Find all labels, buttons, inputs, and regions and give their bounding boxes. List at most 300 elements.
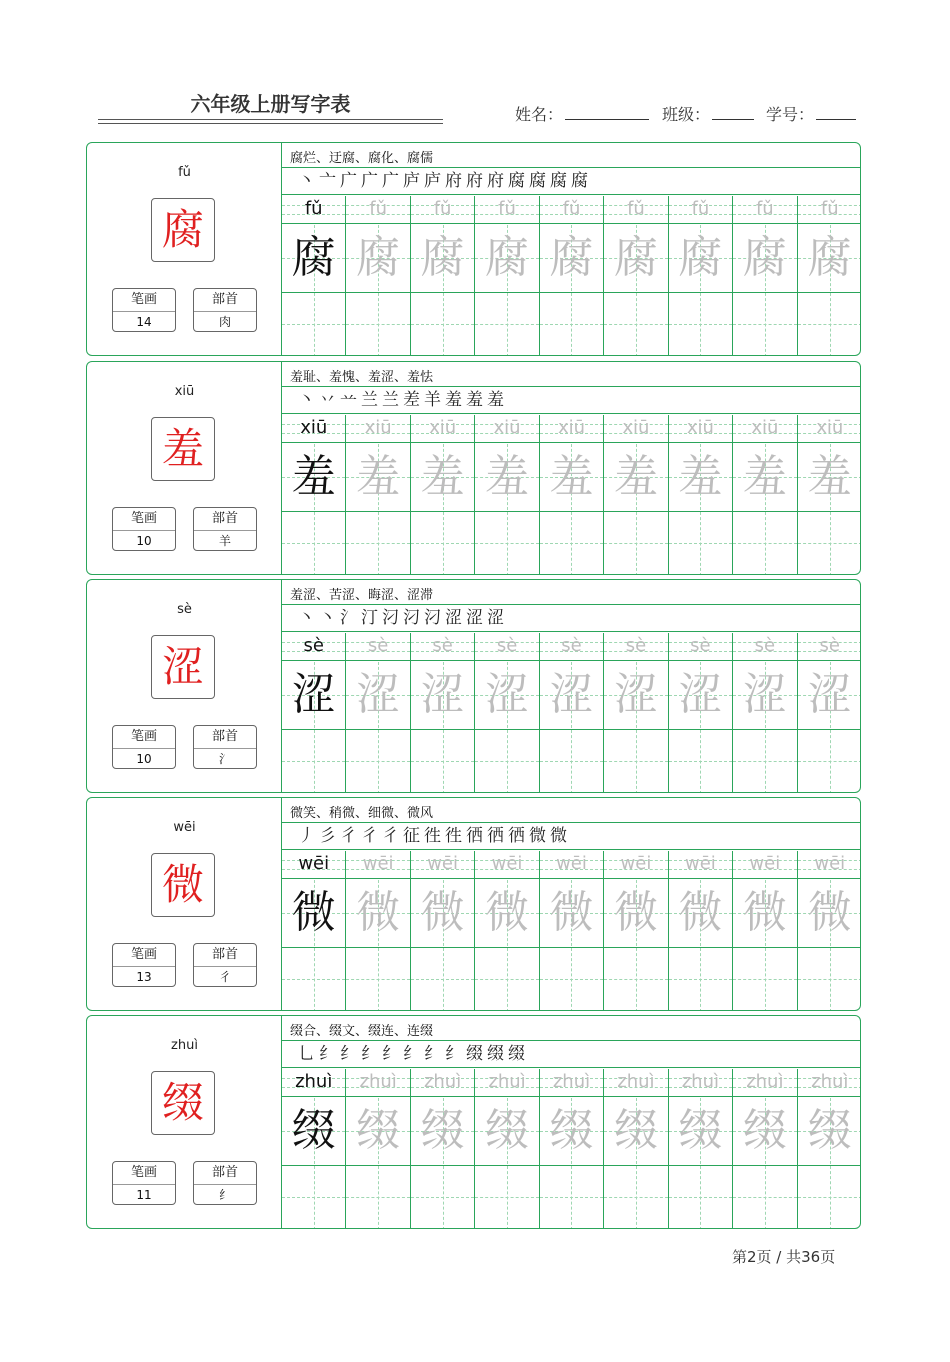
- cell-guide-h: [411, 543, 474, 544]
- stroke-step: 徆: [466, 826, 483, 846]
- row-line: [733, 660, 796, 661]
- stroke-step: 彳: [361, 826, 378, 846]
- card-info-panel: [87, 143, 282, 355]
- stroke-step: 腐: [508, 171, 525, 191]
- pinyin-trace: wēi: [814, 853, 846, 874]
- stroke-count-label: 笔画: [113, 508, 175, 531]
- student-id-blank[interactable]: [816, 105, 856, 120]
- pinyin-model: xiū: [300, 417, 328, 438]
- divider: [282, 604, 861, 605]
- pinyin-trace: zhuì: [746, 1071, 784, 1092]
- pinyin-model: sè: [303, 635, 324, 656]
- char-trace: 羞: [485, 451, 530, 502]
- cell-guide-h: [475, 324, 538, 325]
- row-line: [604, 223, 667, 224]
- pinyin-trace: xiū: [364, 417, 392, 438]
- practice-column[interactable]: [282, 851, 346, 1011]
- stroke-step: 彳: [340, 826, 357, 846]
- example-words: 羞耻、羞愧、羞涩、羞怯: [290, 370, 434, 385]
- pinyin-trace: xiū: [493, 417, 521, 438]
- radical-box: [193, 507, 257, 551]
- stroke-count-label: 笔画: [113, 1162, 175, 1185]
- char-trace: 缀: [420, 1105, 465, 1156]
- stroke-count-label: 笔画: [113, 944, 175, 967]
- page-title: 六年级上册写字表: [190, 92, 351, 116]
- cell-guide-h: [604, 979, 667, 980]
- practice-column[interactable]: [604, 633, 668, 793]
- practice-column[interactable]: [733, 415, 797, 575]
- row-line: [475, 223, 538, 224]
- student-id-field[interactable]: [766, 102, 856, 125]
- char-model: 缀: [291, 1105, 336, 1156]
- char-trace: 腐: [420, 232, 465, 283]
- row-line: [282, 1096, 345, 1097]
- practice-column[interactable]: [282, 415, 346, 575]
- card-info-panel: [87, 362, 282, 574]
- row-line: [411, 878, 474, 879]
- practice-column[interactable]: [798, 851, 861, 1011]
- row-line: [475, 660, 538, 661]
- character-card: [86, 797, 861, 1011]
- row-line: [346, 660, 409, 661]
- pinyin-trace: fǔ: [820, 198, 839, 219]
- stroke-step: 纟: [382, 1044, 399, 1064]
- practice-column[interactable]: [733, 633, 797, 793]
- practice-column[interactable]: [669, 196, 733, 356]
- row-line: [475, 442, 538, 443]
- stroke-count-box: [112, 943, 176, 987]
- character-card: [86, 142, 861, 356]
- row-line: [411, 442, 474, 443]
- practice-column[interactable]: [669, 633, 733, 793]
- stroke-step: 汈: [403, 608, 420, 628]
- pinyin-trace: zhuì: [488, 1071, 526, 1092]
- cell-guide-h: [798, 324, 861, 325]
- cell-guide-h: [733, 1197, 796, 1198]
- stroke-step: 羞: [466, 390, 483, 410]
- practice-column[interactable]: [282, 633, 346, 793]
- row-line: [346, 442, 409, 443]
- pinyin-trace: zhuì: [423, 1071, 462, 1092]
- practice-column[interactable]: [282, 196, 346, 356]
- practice-column[interactable]: [346, 196, 410, 356]
- card-pinyin: fǔ: [178, 165, 191, 180]
- radical-value: 纟: [218, 1188, 231, 1202]
- char-trace: 微: [742, 887, 787, 938]
- example-words: 羞涩、苦涩、晦涩、涩滞: [290, 588, 434, 603]
- stroke-step: 徆: [508, 826, 525, 846]
- cell-guide-h: [540, 761, 603, 762]
- char-trace: 腐: [549, 232, 594, 283]
- pinyin-trace: xiū: [751, 417, 779, 438]
- practice-panel: [282, 580, 861, 792]
- pinyin-trace: fǔ: [498, 198, 516, 219]
- pinyin-trace: zhuì: [617, 1071, 655, 1092]
- radical-label: 部首: [194, 508, 256, 531]
- practice-column[interactable]: [540, 196, 604, 356]
- practice-column[interactable]: [669, 1069, 733, 1229]
- main-char: 羞: [161, 424, 204, 473]
- char-trace: 缀: [807, 1105, 852, 1156]
- practice-grid: [282, 851, 861, 1011]
- pinyin-model: zhuì: [295, 1071, 333, 1092]
- row-line: [346, 223, 409, 224]
- cell-guide-h: [346, 761, 409, 762]
- cell-guide-h: [346, 324, 409, 325]
- char-model: 涩: [291, 669, 336, 720]
- stroke-step: 纟: [424, 1044, 441, 1064]
- character-card: [86, 361, 861, 575]
- radical-value: 羊: [218, 534, 231, 548]
- practice-column[interactable]: [604, 196, 668, 356]
- pinyin-trace: zhuì: [552, 1071, 591, 1092]
- pinyin-trace: sè: [690, 635, 711, 656]
- example-words: 缀合、缀文、缀连、连缀: [290, 1024, 434, 1039]
- char-trace: 羞: [613, 451, 658, 502]
- practice-grid: [282, 1069, 861, 1229]
- stroke-order: [296, 825, 569, 847]
- practice-column[interactable]: [411, 196, 475, 356]
- cell-guide-h: [475, 979, 538, 980]
- pinyin-trace: wēi: [556, 853, 587, 874]
- cell-guide-h: [475, 761, 538, 762]
- row-line: [411, 223, 474, 224]
- cell-guide-h: [540, 543, 603, 544]
- cell-guide-h: [669, 979, 732, 980]
- practice-column[interactable]: [540, 633, 604, 793]
- stroke-step: 腐: [571, 171, 588, 191]
- char-trace: 羞: [678, 451, 723, 502]
- radical-box: [193, 1161, 257, 1205]
- main-char-box: [151, 853, 215, 917]
- stroke-step: 广: [340, 171, 357, 191]
- practice-column[interactable]: [798, 196, 861, 356]
- class-field[interactable]: [662, 102, 754, 125]
- cell-guide-h: [540, 324, 603, 325]
- row-line: [411, 660, 474, 661]
- stroke-step: 纟: [361, 1044, 378, 1064]
- cell-guide-h: [540, 1197, 603, 1198]
- cell-guide-h: [282, 324, 345, 325]
- char-trace: 微: [485, 887, 530, 938]
- main-char: 涩: [161, 642, 204, 691]
- main-char-box: [151, 635, 215, 699]
- row-line: [733, 223, 796, 224]
- practice-grid: [282, 196, 861, 356]
- practice-column[interactable]: [669, 851, 733, 1011]
- char-trace: 微: [356, 887, 401, 938]
- practice-column[interactable]: [733, 851, 797, 1011]
- practice-column[interactable]: [346, 415, 410, 575]
- cell-guide-h: [798, 1197, 861, 1198]
- radical-value: 肉: [218, 315, 231, 329]
- practice-column[interactable]: [798, 633, 861, 793]
- pinyin-trace: fǔ: [627, 198, 645, 219]
- practice-column[interactable]: [411, 851, 475, 1011]
- practice-panel: [282, 143, 861, 355]
- pinyin-trace: sè: [625, 635, 647, 656]
- stroke-step: 兰: [361, 390, 378, 410]
- radical-value: 彳: [218, 970, 231, 984]
- practice-column[interactable]: [346, 851, 410, 1011]
- char-trace: 微: [549, 887, 594, 938]
- stroke-step: 纟: [340, 1044, 357, 1064]
- practice-column[interactable]: [604, 415, 668, 575]
- divider: [282, 167, 861, 168]
- practice-column[interactable]: [475, 851, 539, 1011]
- pinyin-trace: sè: [819, 635, 840, 656]
- char-trace: 腐: [356, 232, 401, 283]
- cell-guide-h: [346, 1197, 409, 1198]
- stroke-step: 府: [487, 171, 504, 191]
- stroke-step: 亠: [319, 171, 336, 191]
- char-trace: 缀: [549, 1105, 594, 1156]
- stroke-order: [296, 1043, 527, 1065]
- practice-column[interactable]: [798, 415, 861, 575]
- practice-column[interactable]: [540, 851, 604, 1011]
- practice-column[interactable]: [411, 415, 475, 575]
- stroke-step: 缀: [466, 1044, 483, 1064]
- cell-guide-h: [411, 761, 474, 762]
- pinyin-trace: wēi: [749, 853, 781, 874]
- char-trace: 腐: [742, 232, 787, 283]
- row-line: [540, 878, 603, 879]
- radical-label: 部首: [194, 289, 256, 312]
- stroke-order: [296, 389, 506, 411]
- stroke-step: 缀: [508, 1044, 525, 1064]
- class-blank[interactable]: [712, 105, 754, 120]
- practice-panel: [282, 798, 861, 1010]
- stroke-step: 庐: [424, 171, 441, 191]
- practice-column[interactable]: [346, 633, 410, 793]
- stroke-step: 纟: [319, 1044, 336, 1064]
- stroke-step: 丶: [298, 171, 315, 191]
- char-trace: 腐: [678, 232, 723, 283]
- divider: [282, 849, 861, 850]
- row-line: [669, 223, 732, 224]
- stroke-step: 汀: [361, 608, 378, 628]
- stroke-step: 微: [550, 826, 567, 846]
- example-words: 腐烂、迂腐、腐化、腐儒: [290, 151, 434, 166]
- cell-guide-h: [475, 543, 538, 544]
- stroke-count-value: 13: [136, 970, 152, 984]
- pinyin-trace: wēi: [620, 853, 652, 874]
- practice-column[interactable]: [669, 415, 733, 575]
- practice-column[interactable]: [475, 633, 539, 793]
- char-trace: 腐: [485, 232, 530, 283]
- pinyin-model: wēi: [298, 853, 330, 874]
- stroke-step: 广: [382, 171, 399, 191]
- stroke-step: 丶: [298, 608, 315, 628]
- char-trace: 涩: [356, 669, 401, 720]
- radical-box: [193, 288, 257, 332]
- row-line: [282, 223, 345, 224]
- row-line: [282, 660, 345, 661]
- char-trace: 羞: [356, 451, 401, 502]
- pinyin-trace: fǔ: [755, 198, 774, 219]
- cell-guide-h: [282, 543, 345, 544]
- practice-column[interactable]: [733, 196, 797, 356]
- practice-column[interactable]: [540, 1069, 604, 1229]
- card-pinyin: zhuì: [171, 1038, 198, 1053]
- pinyin-trace: sè: [561, 635, 582, 656]
- practice-column[interactable]: [475, 415, 539, 575]
- row-line: [540, 660, 603, 661]
- name-blank[interactable]: [565, 105, 649, 120]
- card-info-panel: [87, 580, 282, 792]
- cell-guide-h: [733, 324, 796, 325]
- practice-column[interactable]: [733, 1069, 797, 1229]
- radical-box: [193, 725, 257, 769]
- stroke-count-value: 11: [136, 1188, 152, 1202]
- char-trace: 微: [420, 887, 465, 938]
- main-char-box: [151, 1071, 215, 1135]
- cell-guide-h: [733, 979, 796, 980]
- pinyin-trace: wēi: [362, 853, 394, 874]
- pinyin-trace: wēi: [684, 853, 716, 874]
- stroke-step: 兰: [382, 390, 399, 410]
- stroke-step: 征: [403, 826, 420, 846]
- title-rule-top: [98, 119, 443, 120]
- practice-column[interactable]: [346, 1069, 410, 1229]
- char-trace: 微: [807, 887, 852, 938]
- practice-column[interactable]: [604, 851, 668, 1011]
- row-line: [798, 1096, 861, 1097]
- row-line: [475, 878, 538, 879]
- pinyin-trace: fǔ: [369, 198, 388, 219]
- divider: [282, 386, 861, 387]
- stroke-step: 府: [445, 171, 462, 191]
- name-field[interactable]: [515, 102, 649, 125]
- name-label: 姓名：: [515, 105, 564, 124]
- stroke-step: 丷: [319, 390, 336, 410]
- pinyin-trace: xiū: [622, 417, 650, 438]
- stroke-count-value: 10: [136, 534, 152, 548]
- pinyin-trace: fǔ: [433, 198, 452, 219]
- char-trace: 羞: [807, 451, 852, 502]
- char-trace: 羞: [549, 451, 594, 502]
- main-char-box: [151, 417, 215, 481]
- row-line: [540, 442, 603, 443]
- pinyin-trace: fǔ: [562, 198, 581, 219]
- char-trace: 涩: [678, 669, 723, 720]
- char-model: 微: [291, 887, 336, 938]
- cell-guide-h: [669, 324, 732, 325]
- practice-panel: [282, 362, 861, 574]
- practice-column[interactable]: [411, 633, 475, 793]
- pinyin-trace: sè: [496, 635, 518, 656]
- cell-guide-h: [604, 543, 667, 544]
- row-line: [798, 442, 861, 443]
- stroke-step: 氵: [340, 608, 357, 628]
- cell-guide-h: [798, 979, 861, 980]
- card-pinyin: xiū: [174, 384, 195, 399]
- stroke-step: 汈: [382, 608, 399, 628]
- stroke-order: [296, 607, 506, 629]
- radical-label: 部首: [194, 944, 256, 967]
- divider: [282, 1040, 861, 1041]
- stroke-step: 彳: [382, 826, 399, 846]
- row-line: [669, 660, 732, 661]
- row-line: [282, 878, 345, 879]
- char-trace: 涩: [549, 669, 594, 720]
- row-line: [346, 878, 409, 879]
- row-line: [604, 442, 667, 443]
- practice-column[interactable]: [475, 1069, 539, 1229]
- radical-value: 氵: [218, 752, 231, 766]
- practice-column[interactable]: [798, 1069, 861, 1229]
- char-trace: 羞: [742, 451, 787, 502]
- cell-guide-h: [282, 1197, 345, 1198]
- cell-guide-h: [411, 979, 474, 980]
- stroke-count-label: 笔画: [113, 289, 175, 312]
- cell-guide-h: [540, 979, 603, 980]
- practice-column[interactable]: [540, 415, 604, 575]
- pinyin-trace: wēi: [427, 853, 458, 874]
- card-pinyin: wēi: [173, 820, 196, 835]
- stroke-step: 广: [361, 171, 378, 191]
- cell-guide-h: [346, 543, 409, 544]
- practice-column[interactable]: [475, 196, 539, 356]
- pinyin-trace: sè: [432, 635, 453, 656]
- pinyin-trace: xiū: [429, 417, 457, 438]
- practice-column[interactable]: [282, 1069, 346, 1229]
- cell-guide-h: [798, 761, 861, 762]
- char-trace: 缀: [356, 1105, 401, 1156]
- stroke-step: 涩: [487, 608, 504, 628]
- stroke-step: 微: [529, 826, 546, 846]
- row-line: [733, 442, 796, 443]
- row-line: [282, 442, 345, 443]
- stroke-count-box: [112, 725, 176, 769]
- cell-guide-h: [346, 979, 409, 980]
- char-model: 羞: [291, 451, 336, 502]
- row-line: [604, 1096, 667, 1097]
- cell-guide-h: [604, 1197, 667, 1198]
- practice-column[interactable]: [411, 1069, 475, 1229]
- cell-guide-h: [282, 761, 345, 762]
- stroke-step: 庐: [403, 171, 420, 191]
- char-trace: 缀: [613, 1105, 658, 1156]
- row-line: [798, 878, 861, 879]
- radical-label: 部首: [194, 1162, 256, 1185]
- cell-guide-h: [411, 1197, 474, 1198]
- pinyin-model: fǔ: [304, 198, 323, 219]
- stroke-step: 腐: [529, 171, 546, 191]
- card-pinyin: sè: [177, 602, 192, 617]
- row-line: [669, 442, 732, 443]
- stroke-step: 丶: [298, 390, 315, 410]
- char-trace: 羞: [420, 451, 465, 502]
- stroke-count-value: 10: [136, 752, 152, 766]
- divider: [282, 413, 861, 414]
- example-words: 微笑、稍微、细微、微风: [290, 806, 434, 821]
- main-char: 微: [161, 860, 204, 909]
- char-trace: 腐: [613, 232, 658, 283]
- main-char: 缀: [161, 1078, 204, 1127]
- char-trace: 涩: [742, 669, 787, 720]
- practice-grid: [282, 633, 861, 793]
- cell-guide-h: [604, 324, 667, 325]
- stroke-step: 差: [403, 390, 420, 410]
- char-trace: 缀: [678, 1105, 723, 1156]
- row-line: [540, 223, 603, 224]
- stroke-step: 徃: [445, 826, 462, 846]
- practice-column[interactable]: [604, 1069, 668, 1229]
- char-trace: 涩: [613, 669, 658, 720]
- row-line: [604, 660, 667, 661]
- char-trace: 涩: [485, 669, 530, 720]
